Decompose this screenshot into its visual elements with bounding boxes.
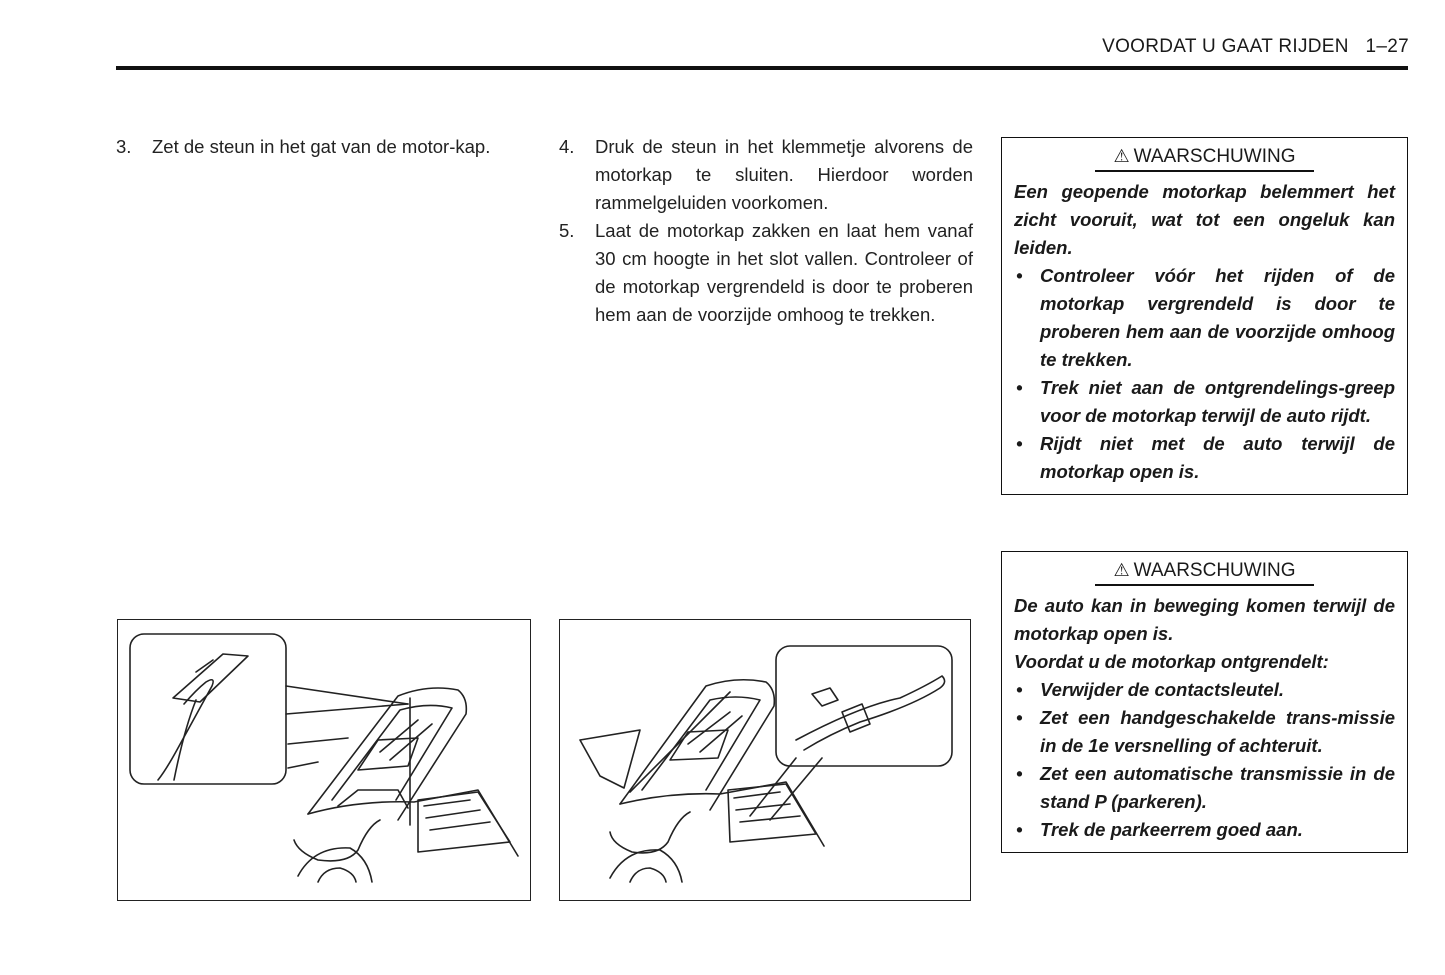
column-middle xyxy=(559,133,973,329)
warning-heading xyxy=(1002,138,1407,170)
warning-intro: De auto kan in beweging komen terwijl de motorkap open is. xyxy=(1014,594,1395,644)
bullet-text: Zet een handgeschakelde trans-missie in de 1e versnelling of achteruit. xyxy=(1040,706,1395,756)
warning-bullet xyxy=(1014,760,1395,816)
step-text: Laat de motorkap zakken en laat hem vanaf 30 cm hoogte in het slot vallen. Controleer of de motorkap vergrendeld is door te proberen hem aan de voorzijde omhoog te trekken. xyxy=(595,220,973,325)
bullet-icon: • xyxy=(1016,678,1023,700)
column-left xyxy=(116,133,526,161)
bullet-icon: • xyxy=(1016,376,1023,398)
hood-prop-rod-in-hole-icon xyxy=(118,620,530,900)
figure-prop-rod-in-hood xyxy=(117,619,531,901)
section-title: VOORDAT U GAAT RIJDEN xyxy=(1102,36,1349,57)
warning-body xyxy=(1002,172,1407,494)
warning-intro: Een geopende motorkap belemmert het zicht vooruit, wat tot een ongeluk kan leiden. xyxy=(1014,180,1395,258)
warning-bullet xyxy=(1014,676,1395,704)
warning-triangle-icon: ⚠ xyxy=(1113,146,1130,166)
warning-box-vehicle-movement xyxy=(1001,551,1408,853)
hood-prop-rod-in-clip-icon xyxy=(560,620,970,900)
warning-triangle-icon: ⚠ xyxy=(1113,560,1130,580)
warning-bullet xyxy=(1014,704,1395,760)
step-text: Zet de steun in het gat van de motor-kap. xyxy=(152,136,491,157)
page-number: 1–27 xyxy=(1365,36,1409,57)
bullet-icon: • xyxy=(1016,264,1023,286)
step-number: 4. xyxy=(559,136,575,157)
step-number: 3. xyxy=(116,136,132,157)
warning-list xyxy=(1014,676,1395,844)
warning-intro-secondary: Voordat u de motorkap ontgrendelt: xyxy=(1014,650,1329,672)
bullet-text: Verwijder de contactsleutel. xyxy=(1040,678,1285,700)
step-5 xyxy=(559,217,973,329)
warning-bullet xyxy=(1014,816,1395,844)
bullet-text: Trek niet aan de ontgrendelings-greep voor de motorkap terwijl de auto rijdt. xyxy=(1040,376,1395,426)
bullet-icon: • xyxy=(1016,818,1023,840)
warning-box-hood-visibility xyxy=(1001,137,1408,495)
step-4 xyxy=(559,133,973,217)
page-header xyxy=(1102,36,1409,58)
bullet-text: Rijdt niet met de auto terwijl de motorkap open is. xyxy=(1040,432,1395,482)
bullet-text: Zet een automatische transmissie in de stand P (parkeren). xyxy=(1040,762,1395,812)
header-rule xyxy=(116,66,1408,70)
warning-body xyxy=(1002,586,1407,852)
bullet-text: Trek de parkeerrem goed aan. xyxy=(1040,818,1303,840)
warning-title: WAARSCHUWING xyxy=(1133,146,1296,167)
bullet-icon: • xyxy=(1016,432,1023,454)
warning-heading xyxy=(1002,552,1407,584)
step-text: Druk de steun in het klemmetje alvorens de motorkap te sluiten. Hierdoor worden rammelgeluiden voorkomen. xyxy=(595,136,973,213)
bullet-icon: • xyxy=(1016,706,1023,728)
step-number: 5. xyxy=(559,220,575,241)
warning-bullet xyxy=(1014,262,1395,374)
warning-bullet xyxy=(1014,374,1395,430)
warning-bullet xyxy=(1014,430,1395,486)
bullet-text: Controleer vóór het rijden of de motorkap vergrendeld is door te proberen hem aan de voorzijde omhoog te trekken. xyxy=(1040,264,1395,370)
figure-prop-rod-in-clip xyxy=(559,619,971,901)
warning-title: WAARSCHUWING xyxy=(1133,560,1296,581)
bullet-icon: • xyxy=(1016,762,1023,784)
step-3 xyxy=(116,133,526,161)
warning-list xyxy=(1014,262,1395,486)
